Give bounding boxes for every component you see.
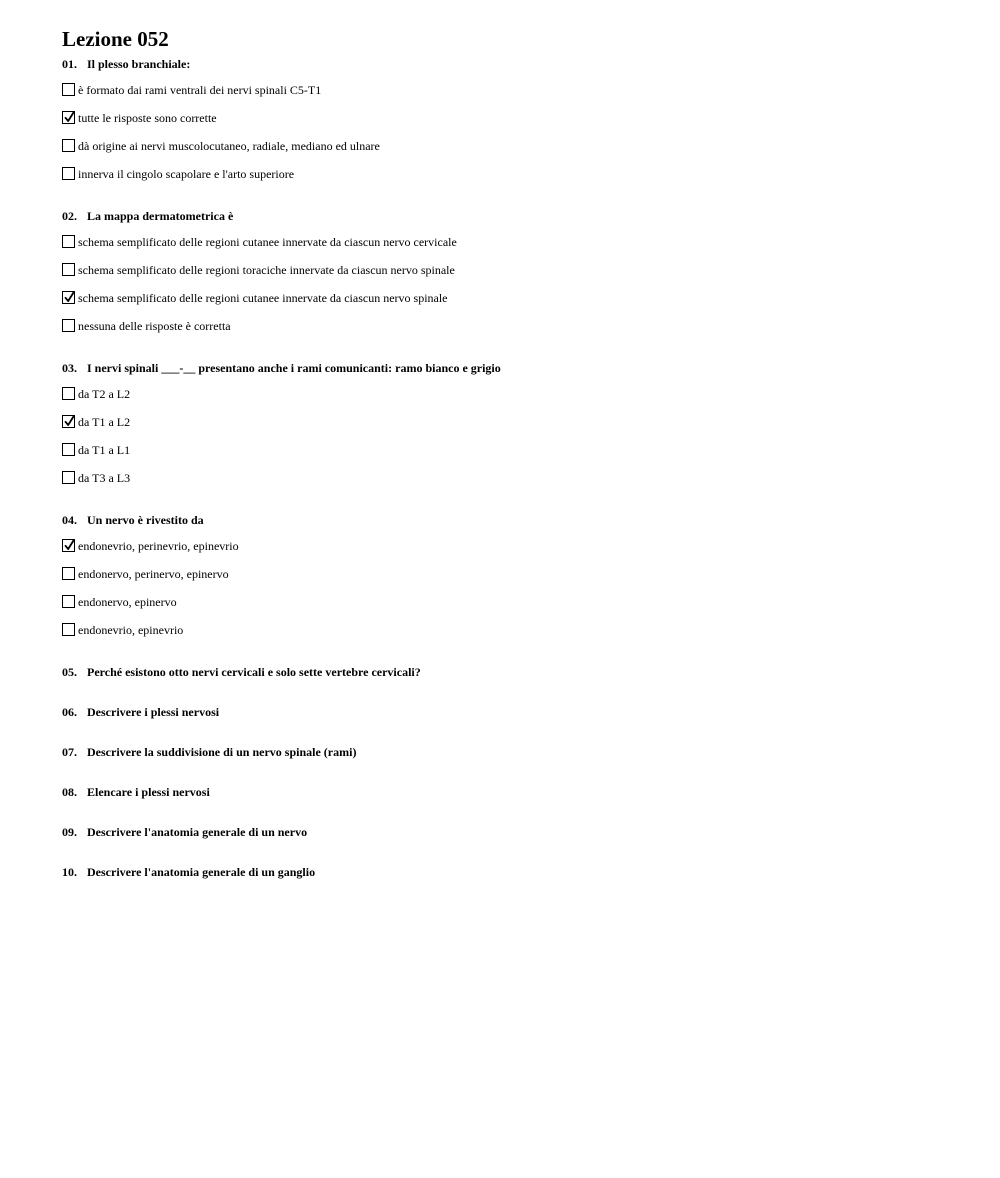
question-text: Perché esistono otto nervi cervicali e solo sette vertebre cervicali?	[87, 665, 421, 679]
answer-option[interactable]	[62, 414, 962, 442]
question-03	[62, 360, 962, 498]
answer-label: innerva il cingolo scapolare e l'arto superiore	[78, 167, 295, 181]
answer-label: tutte le risposte sono corrette	[78, 111, 217, 125]
question-08	[62, 784, 962, 800]
multiple-choice-section	[62, 56, 962, 664]
open-questions-section	[62, 664, 962, 880]
question-text: Descrivere l'anatomia generale di un ganglio	[87, 865, 316, 879]
answer-option[interactable]	[62, 386, 962, 414]
answer-option[interactable]	[62, 82, 962, 110]
question-05	[62, 664, 962, 680]
answer-option[interactable]	[62, 622, 962, 650]
answer-label: schema semplificato delle regioni cutanee innervate da ciascun nervo spinale	[78, 291, 448, 305]
question-09	[62, 824, 962, 840]
question-number: 06.	[62, 705, 77, 719]
checkbox[interactable]	[62, 539, 75, 552]
page-title: Lezione 052	[62, 27, 169, 51]
question-number: 10.	[62, 865, 77, 879]
answer-label: da T2 a L2	[78, 387, 131, 401]
checkbox[interactable]	[62, 387, 75, 400]
question-01	[62, 56, 962, 194]
question-10	[62, 864, 962, 880]
answer-option[interactable]	[62, 442, 962, 470]
answer-label: endonervo, perinervo, epinervo	[78, 567, 229, 581]
question-04	[62, 512, 962, 650]
answer-option[interactable]	[62, 318, 962, 346]
checkmark-icon	[63, 539, 76, 552]
answer-label: schema semplificato delle regioni cutanee innervate da ciascun nervo cervicale	[78, 235, 457, 249]
question-text: I nervi spinali ___-__ presentano anche i rami comunicanti: ramo bianco e grigio	[87, 361, 501, 375]
quiz-page	[62, 26, 962, 904]
spacer	[62, 194, 962, 208]
question-number: 07.	[62, 745, 77, 759]
answer-option[interactable]	[62, 594, 962, 622]
checkbox[interactable]	[62, 291, 75, 304]
answer-option[interactable]	[62, 566, 962, 594]
checkmark-icon	[63, 415, 76, 428]
question-07	[62, 744, 962, 760]
answer-list	[62, 538, 962, 650]
checkbox[interactable]	[62, 319, 75, 332]
question-06	[62, 704, 962, 720]
question-number: 02.	[62, 209, 77, 223]
question-text: Descrivere l'anatomia generale di un nervo	[87, 825, 308, 839]
question-number: 03.	[62, 361, 77, 375]
question-text: La mappa dermatometrica è	[87, 209, 234, 223]
checkbox[interactable]	[62, 595, 75, 608]
question-number: 01.	[62, 57, 77, 71]
question-number: 04.	[62, 513, 77, 527]
spacer	[62, 650, 962, 664]
question-heading	[62, 360, 962, 376]
question-number: 05.	[62, 665, 77, 679]
question-text: Elencare i plessi nervosi	[87, 785, 210, 799]
checkbox[interactable]	[62, 415, 75, 428]
checkbox[interactable]	[62, 623, 75, 636]
spacer	[62, 346, 962, 360]
question-number: 08.	[62, 785, 77, 799]
answer-option[interactable]	[62, 138, 962, 166]
answer-list	[62, 234, 962, 346]
checkbox[interactable]	[62, 83, 75, 96]
answer-label: dà origine ai nervi muscolocutaneo, radiale, mediano ed ulnare	[78, 139, 380, 153]
question-text: Il plesso branchiale:	[87, 57, 191, 71]
question-text: Un nervo è rivestito da	[87, 513, 204, 527]
answer-label: schema semplificato delle regioni toraciche innervate da ciascun nervo spinale	[78, 263, 455, 277]
question-text: Descrivere i plessi nervosi	[87, 705, 220, 719]
answer-option[interactable]	[62, 110, 962, 138]
checkbox[interactable]	[62, 139, 75, 152]
answer-option[interactable]	[62, 290, 962, 318]
checkbox[interactable]	[62, 111, 75, 124]
answer-option[interactable]	[62, 470, 962, 498]
answer-option[interactable]	[62, 262, 962, 290]
answer-label: endonevrio, perinevrio, epinevrio	[78, 539, 239, 553]
answer-option[interactable]	[62, 234, 962, 262]
answer-list	[62, 386, 962, 498]
answer-label: nessuna delle risposte è corretta	[78, 319, 231, 333]
answer-option[interactable]	[62, 538, 962, 566]
checkbox[interactable]	[62, 167, 75, 180]
answer-list	[62, 82, 962, 194]
question-text: Descrivere la suddivisione di un nervo spinale (rami)	[87, 745, 357, 759]
question-heading	[62, 208, 962, 224]
answer-label: endonevrio, epinevrio	[78, 623, 184, 637]
question-02	[62, 208, 962, 346]
checkbox[interactable]	[62, 235, 75, 248]
spacer	[62, 498, 962, 512]
question-number: 09.	[62, 825, 77, 839]
answer-label: endonervo, epinervo	[78, 595, 177, 609]
checkbox[interactable]	[62, 263, 75, 276]
answer-label: è formato dai rami ventrali dei nervi spinali C5-T1	[78, 83, 322, 97]
checkbox[interactable]	[62, 443, 75, 456]
answer-label: da T3 a L3	[78, 471, 131, 485]
answer-label: da T1 a L2	[78, 415, 131, 429]
answer-option[interactable]	[62, 166, 962, 194]
checkbox[interactable]	[62, 471, 75, 484]
checkmark-icon	[63, 291, 76, 304]
checkbox[interactable]	[62, 567, 75, 580]
checkmark-icon	[63, 111, 76, 124]
question-heading	[62, 56, 962, 72]
answer-label: da T1 a L1	[78, 443, 131, 457]
question-heading	[62, 512, 962, 528]
